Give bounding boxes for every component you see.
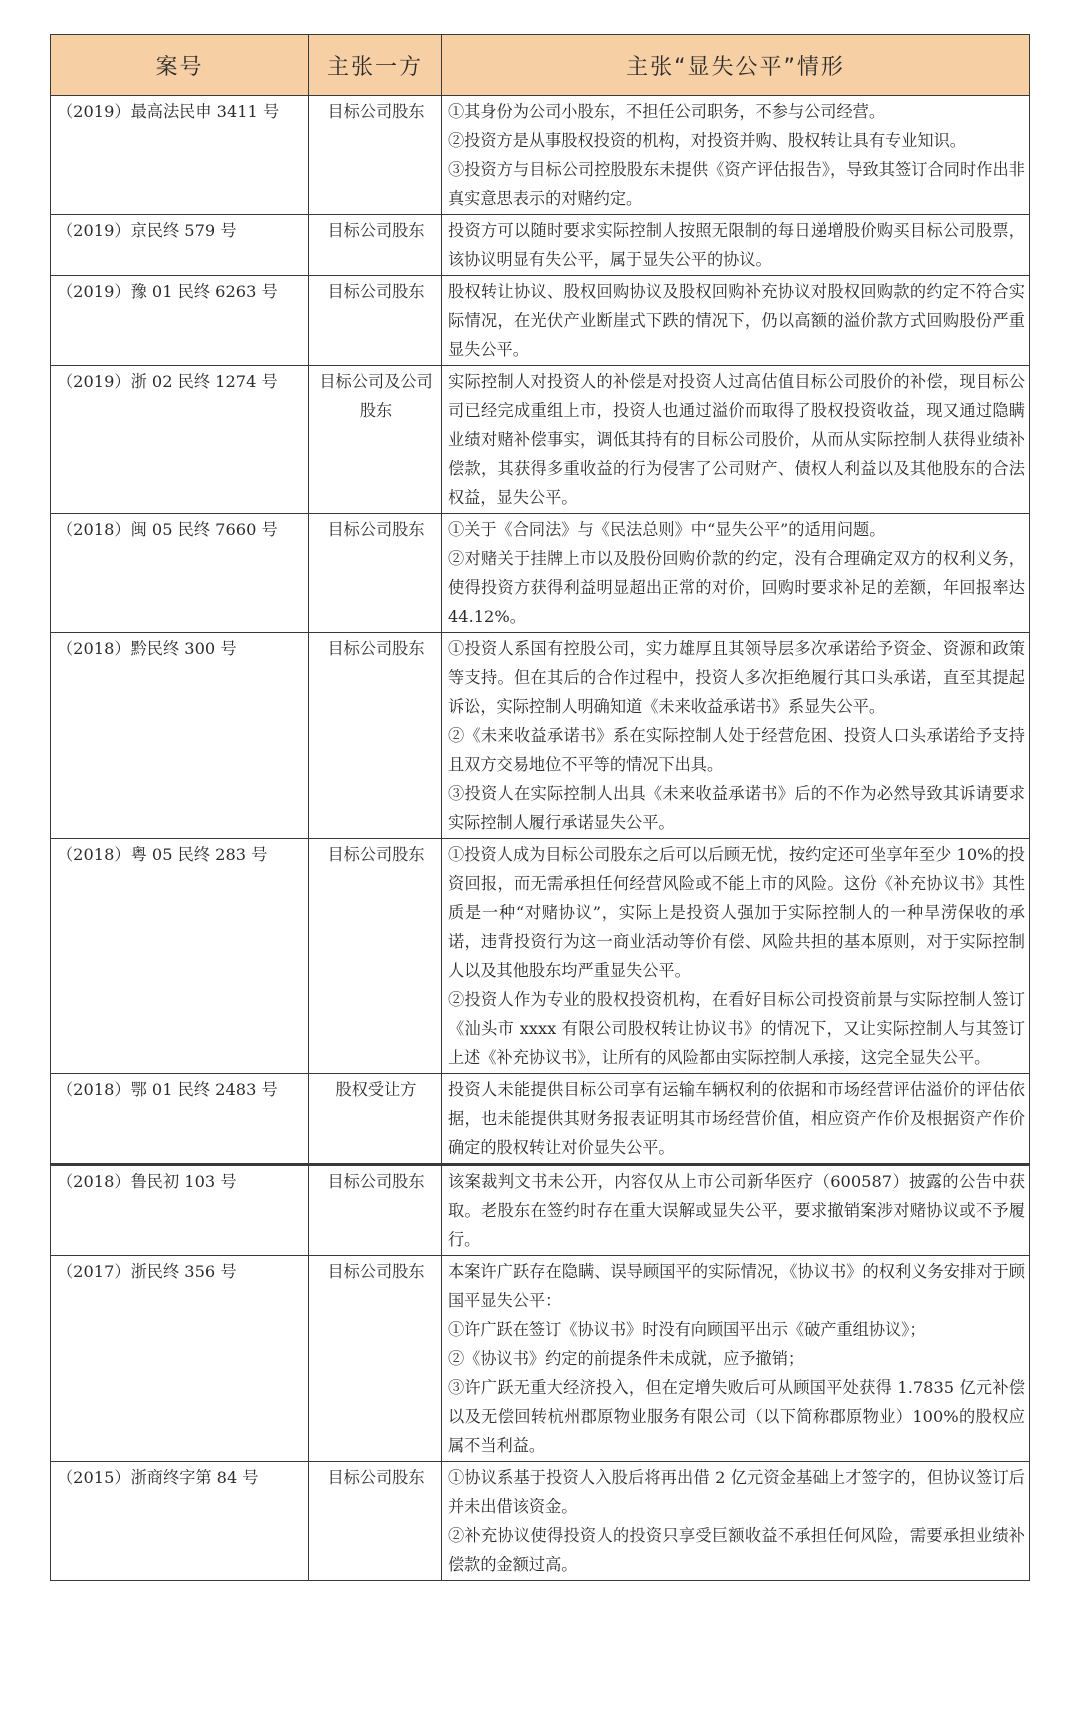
claiming-party-cell: 目标公司股东	[309, 1462, 442, 1581]
situation-cell	[442, 839, 1030, 1074]
table-row	[51, 1165, 1030, 1256]
situation-paragraph: 本案许广跃存在隐瞒、误导顾国平的实际情况，《协议书》的权利义务安排对于顾国平显失公平：	[448, 1262, 1025, 1310]
situation-paragraph: ③投资方与目标公司控股股东未提供《资产评估报告》，导致其签订合同时作出非真实意思表示的对赌约定。	[448, 160, 1025, 208]
situation-cell	[442, 366, 1030, 514]
claiming-party-cell: 股权受让方	[309, 1074, 442, 1165]
case-number-cell: （2017）浙民终 356 号	[51, 1256, 309, 1462]
situation-paragraph: ②投资方是从事股权投资的机构，对投资并购、股权转让具有专业知识。	[448, 131, 966, 150]
situation-cell	[442, 1074, 1030, 1165]
case-number-cell: （2015）浙商终字第 84 号	[51, 1462, 309, 1581]
case-number-cell: （2018）粤 05 民终 283 号	[51, 839, 309, 1074]
situation-paragraph: ②《未来收益承诺书》系在实际控制人处于经营危困、投资人口头承诺给予支持且双方交易地位不平等的情况下出具。	[448, 726, 1025, 774]
situation-paragraph: ②对赌关于挂牌上市以及股份回购价款的约定，没有合理确定双方的权利义务，使得投资方获得利益明显超出正常的对价，回购时要求补足的差额，年回报率达 44.12%。	[448, 549, 1025, 626]
table-header-row	[51, 35, 1030, 96]
case-number-cell: （2019）最高法民申 3411 号	[51, 96, 309, 215]
situation-paragraph: ①投资人系国有控股公司，实力雄厚且其领导层多次承诺给予资金、资源和政策等支持。但在其后的合作过程中，投资人多次拒绝履行其口头承诺，直至其提起诉讼，实际控制人明确知道《未来收益承诺书》系显失公平。	[448, 639, 1025, 716]
table-row	[51, 839, 1030, 1074]
situation-cell	[442, 1165, 1030, 1256]
claiming-party-cell: 目标公司股东	[309, 839, 442, 1074]
situation-paragraph: ①关于《合同法》与《民法总则》中“显失公平”的适用问题。	[448, 520, 886, 539]
case-number-cell: （2018）闽 05 民终 7660 号	[51, 514, 309, 633]
claiming-party-cell: 目标公司股东	[309, 514, 442, 633]
situation-cell	[442, 96, 1030, 215]
table-row	[51, 276, 1030, 366]
claiming-party-cell: 目标公司及公司股东	[309, 366, 442, 514]
situation-cell	[442, 633, 1030, 839]
situation-paragraph: ①协议系基于投资人入股后将再出借 2 亿元资金基础上才签字的，但协议签订后并未出借该资金。	[448, 1468, 1025, 1516]
claiming-party-cell: 目标公司股东	[309, 215, 442, 276]
claiming-party-cell: 目标公司股东	[309, 633, 442, 839]
case-number-cell: （2018）鲁民初 103 号	[51, 1165, 309, 1256]
situation-cell	[442, 215, 1030, 276]
situation-paragraph: ①投资人成为目标公司股东之后可以后顾无忧，按约定还可坐享年至少 10%的投资回报，而无需承担任何经营风险或不能上市的风险。这份《补充协议书》其性质是一种“对赌协议”，实际上是投资人强加于实际控制人的一种旱涝保收的承诺，违背投资行为这一商业活动等价有偿、风险共担的基本原则，对于实际控制人以及其他股东均严重显失公平。	[448, 845, 1025, 980]
claiming-party-cell: 目标公司股东	[309, 276, 442, 366]
situation-paragraph: ①许广跃在签订《协议书》时没有向顾国平出示《破产重组协议》；	[448, 1320, 926, 1339]
situation-paragraph: 投资人未能提供目标公司享有运输车辆权利的依据和市场经营评估溢价的评估依据，也未能提供其财务报表证明其市场经营价值，相应资产作价及根据资产作价确定的股权转让对价显失公平。	[448, 1080, 1025, 1157]
case-number-cell: （2019）京民终 579 号	[51, 215, 309, 276]
situation-paragraph: 实际控制人对投资人的补偿是对投资人过高估值目标公司股价的补偿，现目标公司已经完成重组上市，投资人也通过溢价而取得了股权投资收益，现又通过隐瞒业绩对赌补偿事实，调低其持有的目标公司股价，从而从实际控制人获得业绩补偿款，其获得多重收益的行为侵害了公司财产、债权人利益以及其他股东的合法权益，显失公平。	[448, 372, 1025, 507]
situation-paragraph: ③许广跃无重大经济投入，但在定增失败后可从顾国平处获得 1.7835 亿元补偿以及无偿回转杭州郡原物业服务有限公司（以下简称郡原物业）100%的股权应属不当利益。	[448, 1378, 1025, 1455]
situation-paragraph: ②投资人作为专业的股权投资机构，在看好目标公司投资前景与实际控制人签订《汕头市 xxxx 有限公司股权转让协议书》的情况下，又让实际控制人与其签订上述《补充协议书》，让所有的风险都由实际控制人承接，这完全显失公平。	[448, 990, 1025, 1067]
case-number-cell: （2018）鄂 01 民终 2483 号	[51, 1074, 309, 1165]
header-situation: 主张“显失公平”情形	[442, 35, 1030, 96]
claiming-party-cell: 目标公司股东	[309, 1256, 442, 1462]
situation-paragraph: 股权转让协议、股权回购协议及股权回购补充协议对股权回购款的约定不符合实际情况，在光伏产业断崖式下跌的情况下，仍以高额的溢价款方式回购股份严重显失公平。	[448, 282, 1025, 359]
header-case-no: 案号	[51, 35, 309, 96]
situation-cell	[442, 514, 1030, 633]
table-body	[51, 96, 1030, 1581]
situation-paragraph: 该案裁判文书未公开，内容仅从上市公司新华医疗（600587）披露的公告中获取。老股东在签约时存在重大误解或显失公平，要求撤销案涉对赌协议或不予履行。	[448, 1172, 1025, 1249]
case-table-container	[50, 34, 1029, 1581]
claiming-party-cell: 目标公司股东	[309, 1165, 442, 1256]
table-row	[51, 96, 1030, 215]
situation-cell	[442, 1462, 1030, 1581]
table-row	[51, 1462, 1030, 1581]
case-number-cell: （2019）豫 01 民终 6263 号	[51, 276, 309, 366]
table-row	[51, 215, 1030, 276]
header-party: 主张一方	[309, 35, 442, 96]
situation-paragraph: ①其身份为公司小股东，不担任公司职务，不参与公司经营。	[448, 102, 886, 121]
situation-cell	[442, 276, 1030, 366]
claiming-party-cell: 目标公司股东	[309, 96, 442, 215]
case-number-cell: （2019）浙 02 民终 1274 号	[51, 366, 309, 514]
situation-paragraph: ②《协议书》约定的前提条件未成就，应予撤销；	[448, 1349, 805, 1368]
table-row	[51, 1074, 1030, 1165]
table-row	[51, 633, 1030, 839]
case-table	[50, 34, 1030, 1581]
case-number-cell: （2018）黔民终 300 号	[51, 633, 309, 839]
table-row	[51, 366, 1030, 514]
situation-paragraph: 投资方可以随时要求实际控制人按照无限制的每日递增股价购买目标公司股票，该协议明显有失公平，属于显失公平的协议。	[448, 221, 1025, 269]
table-row	[51, 514, 1030, 633]
situation-paragraph: ②补充协议使得投资人的投资只享受巨额收益不承担任何风险，需要承担业绩补偿款的金额过高。	[448, 1526, 1025, 1574]
situation-cell	[442, 1256, 1030, 1462]
table-row	[51, 1256, 1030, 1462]
situation-paragraph: ③投资人在实际控制人出具《未来收益承诺书》后的不作为必然导致其诉请要求实际控制人履行承诺显失公平。	[448, 784, 1025, 832]
